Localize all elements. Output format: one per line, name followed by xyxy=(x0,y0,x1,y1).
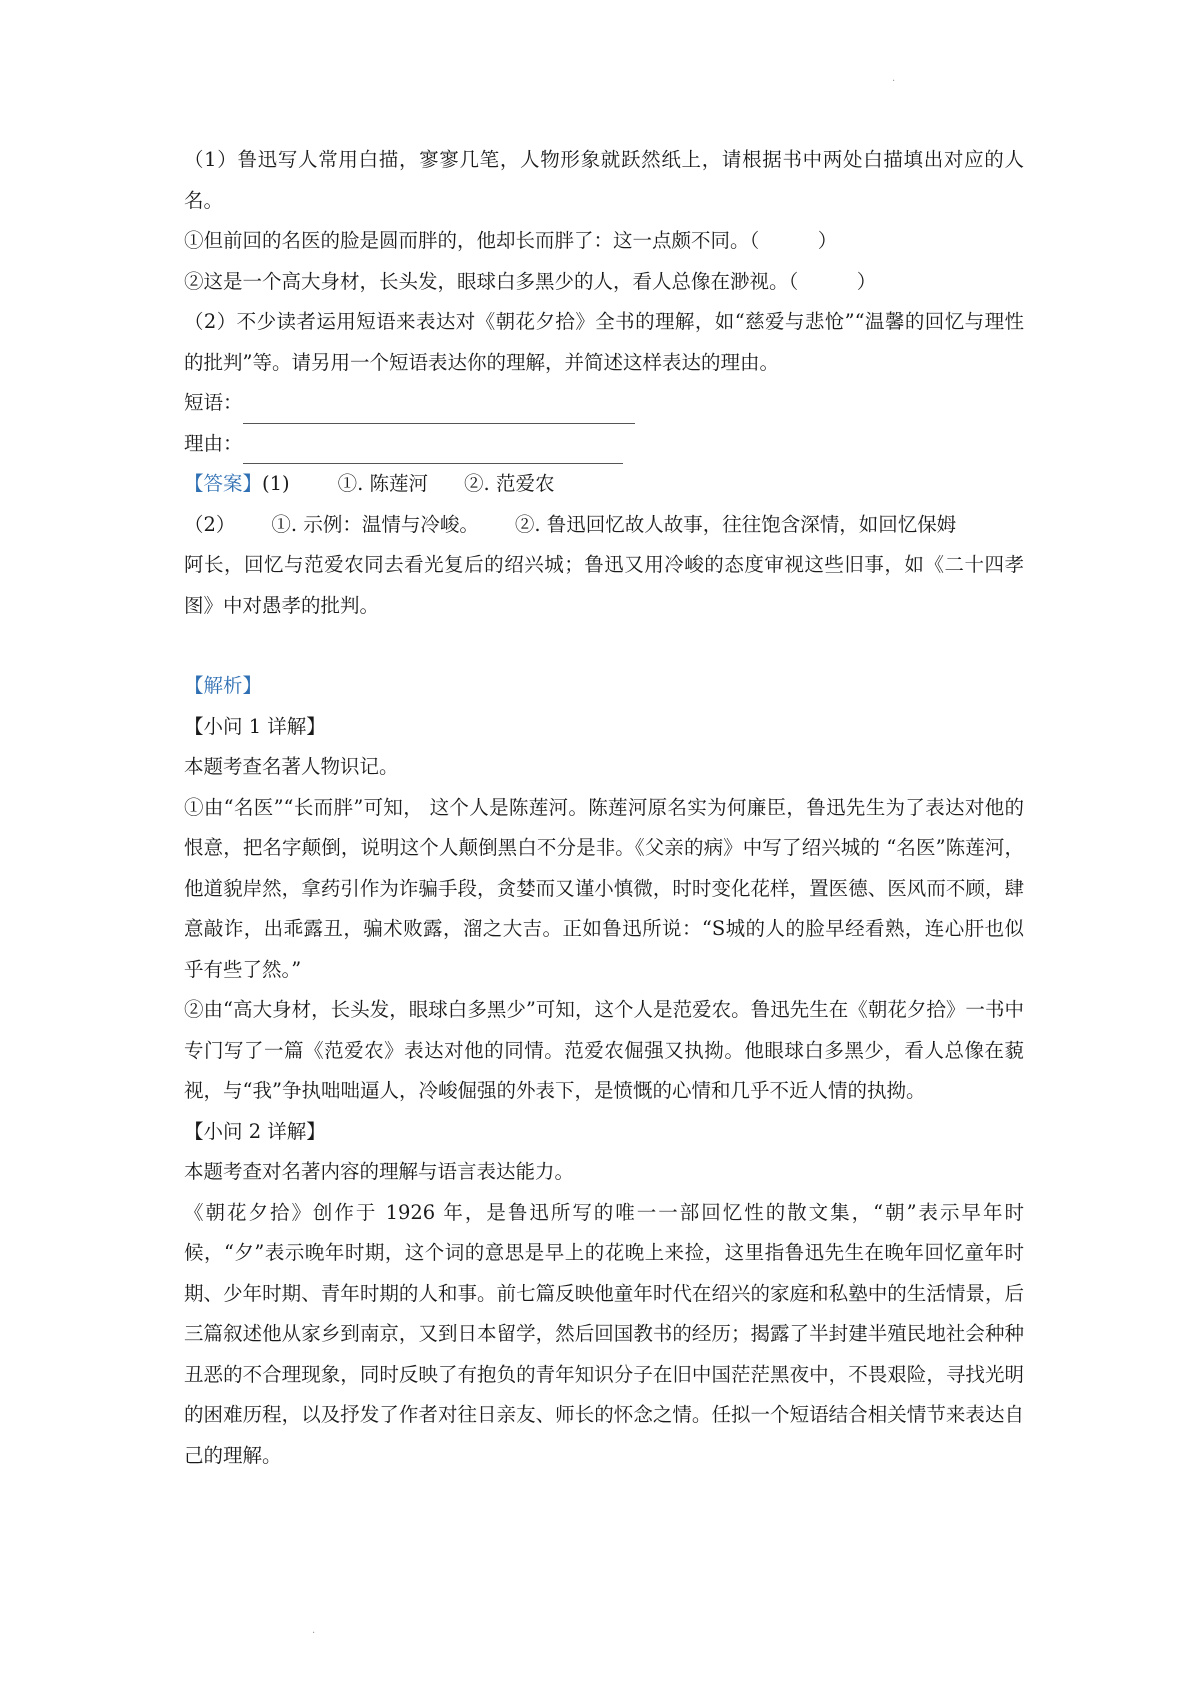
reason-line xyxy=(184,424,1024,465)
corner-dot: · xyxy=(892,76,896,87)
q1-paragraph-1: ①由“名医”“长而胖”可知， 这个人是陈莲河。陈莲河原名实为何廉臣，鲁迅先生为了表达对他的恨意，把名字颠倒，说明这个人颠倒黑白不分是非。《父亲的病》中写了绍兴城的 “名医”陈莲河，他道貌岸然，拿药引作为诈骗手段，贪婪而又谨小慎微，时时变化花样，置医德、医风而不顾，肆意敲诈，出乖露丑，骗术败露，溜之大吉。正如鲁迅所说：“S城的人的脸早经看熟，连心肝也似乎有些了然。” xyxy=(184,795,1024,981)
answer-b2-start: ②. 鲁迅回忆故人故事，往往饱含深情，如回忆保姆 xyxy=(514,512,957,536)
question-part1-intro: （1）鲁迅写人常用白描，寥寥几笔，人物形象就跃然纸上，请根据书中两处白描填出对应的人名。 xyxy=(184,148,1024,212)
phrase-label: 短语： xyxy=(184,391,243,414)
document-body xyxy=(184,140,1024,1476)
answer-line-1 xyxy=(184,464,1024,505)
phrase-blank xyxy=(243,395,635,424)
question-item-2: ②这是一个高大身材，长头发，眼球白多黑少的人，看人总像在渺视。（ ） xyxy=(184,269,877,293)
q2-intro: 本题考查对名著内容的理解与语言表达能力。 xyxy=(184,1160,575,1183)
answer-2: ②. 范爱农 xyxy=(464,472,555,495)
q1-title: 【小问 1 详解】 xyxy=(184,714,326,738)
question-part2: （2）不少读者运用短语来表达对《朝花夕拾》全书的理解，如“慈爱与悲怆”“温馨的回忆与理性的批判”等。请另用一个短语表达你的理解，并简述这样表达的理由。 xyxy=(184,310,1024,374)
analysis-label: 【解析】 xyxy=(184,674,263,697)
question-item-1: ①但前回的名医的脸是圆而胖的，他却长而胖了：这一点颇不同。（ ） xyxy=(184,229,838,252)
q1-paragraph-2: ②由“高大身材，长头发，眼球白多黑少”可知，这个人是范爱农。鲁迅先生在《朝花夕拾》一书中专门写了一篇《范爱农》表达对他的同情。范爱农倔强又执拗。他眼球白多黑少，看人总像在藐视，与“我”争执咄咄逼人，冷峻倔强的外表下，是愤慨的心情和几乎不近人情的执拗。 xyxy=(184,998,1024,1102)
q1-intro: 本题考查名著人物识记。 xyxy=(184,755,399,778)
answer-part1-number: (1) xyxy=(262,472,290,495)
spacer xyxy=(184,626,1024,666)
answer-1: ①. 陈莲河 xyxy=(337,472,429,495)
reason-blank xyxy=(243,435,623,464)
answer-part2-number: （2） xyxy=(184,512,236,536)
answer-b1: ①. 示例：温情与冷峻。 xyxy=(271,512,479,536)
q2-title: 【小问 2 详解】 xyxy=(184,1119,326,1143)
answer-b2-rest: 阿长，回忆与范爱农同去看光复后的绍兴城；鲁迅又用冷峻的态度审视这些旧事，如《二十四孝图》中对愚孝的批判。 xyxy=(184,553,1024,617)
q2-paragraph-1: 《朝花夕拾》创作于 1926 年，是鲁迅所写的唯一一部回忆性的散文集，“朝”表示早年时候，“夕”表示晚年时期，这个词的意思是早上的花晚上来捡，这里指鲁迅先生在晚年回忆童年时期、少年时期、青年时期的人和事。前七篇反映他童年时代在绍兴的家庭和私塾中的生活情景，后三篇叙述他从家乡到南京，又到日本留学，然后回国教书的经历；揭露了半封建半殖民地社会种种丑恶的不合理现象，同时反映了有抱负的青年知识分子在旧中国茫茫黑夜中，不畏艰险，寻找光明的困难历程，以及抒发了作者对往日亲友、师长的怀念之情。任拟一个短语结合相关情节来表达自己的理解。 xyxy=(184,1200,1024,1467)
footer-dot: · xyxy=(312,1628,316,1639)
reason-label: 理由： xyxy=(184,431,243,455)
phrase-line xyxy=(184,383,1024,424)
answer-line-2 xyxy=(184,505,1024,546)
answer-label: 【答案】 xyxy=(184,472,263,495)
